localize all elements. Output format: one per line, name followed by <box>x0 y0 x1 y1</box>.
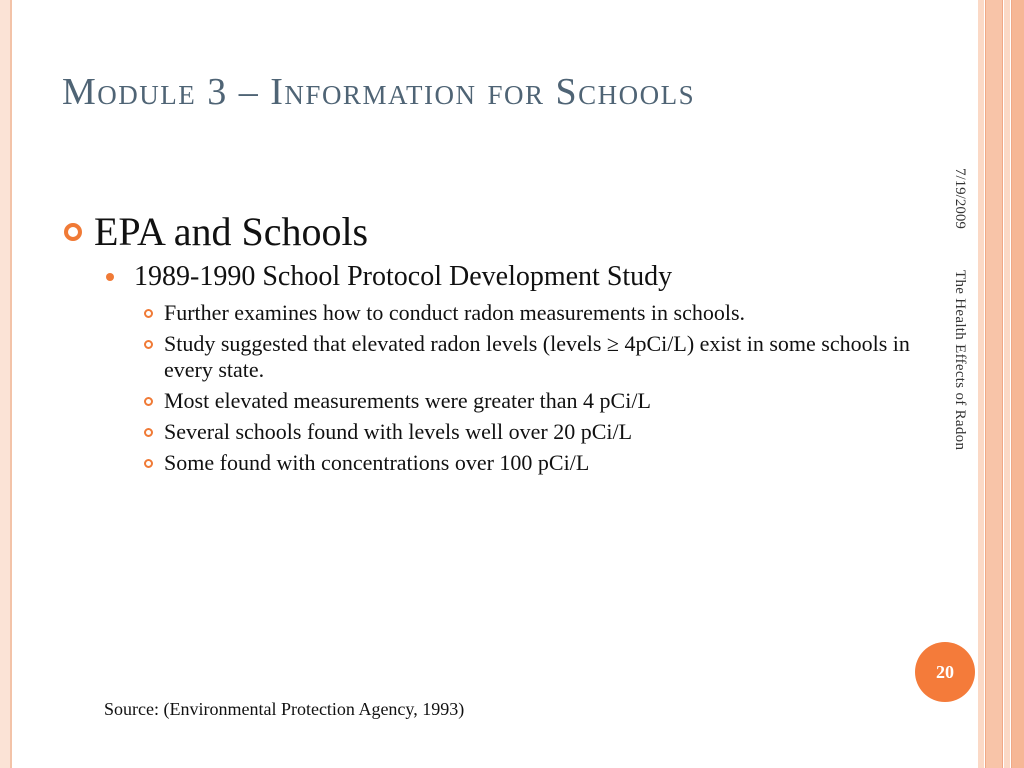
bullet-level3 <box>142 419 922 445</box>
bullet-level3-text: Some found with concentrations over 100 pCi/L <box>164 450 590 475</box>
slide-content <box>62 208 922 481</box>
right-stripe-4 <box>1012 0 1024 768</box>
bullet-level1 <box>62 208 922 256</box>
dot-bullet-icon <box>106 273 114 281</box>
right-stripe-2 <box>986 0 1002 768</box>
small-ring-bullet-icon <box>144 309 153 318</box>
bullet-level3 <box>142 450 922 476</box>
small-ring-bullet-icon <box>144 397 153 406</box>
page-number-badge: 20 <box>915 642 975 702</box>
bullet-level3 <box>142 388 922 414</box>
small-ring-bullet-icon <box>144 428 153 437</box>
bullet-level2 <box>104 260 922 294</box>
bullet-level3 <box>142 331 922 383</box>
small-ring-bullet-icon <box>144 459 153 468</box>
right-stripe-line <box>985 0 986 768</box>
ring-bullet-icon <box>64 223 82 241</box>
right-stripe-1 <box>978 0 984 768</box>
right-stripe-line <box>1002 0 1003 768</box>
slide-date: 7/19/2009 <box>952 168 968 229</box>
bullet-level3-text: Several schools found with levels well over 20 pCi/L <box>164 419 633 444</box>
bullet-level3-text: Study suggested that elevated radon levels (levels ≥ 4pCi/L) exist in some schools in every state. <box>164 331 910 382</box>
bullet-level3 <box>142 300 922 326</box>
right-stripe-3 <box>1004 0 1010 768</box>
bullet-level1-text: EPA and Schools <box>94 209 369 254</box>
slide-title: Module 3 – Information for Schools <box>62 71 696 113</box>
bullet-level3-text: Further examines how to conduct radon measurements in schools. <box>164 300 746 325</box>
left-border-frame <box>0 0 12 768</box>
bullet-level3-text: Most elevated measurements were greater than 4 pCi/L <box>164 388 651 413</box>
bullet-level2-text: 1989-1990 School Protocol Development Study <box>134 261 673 292</box>
small-ring-bullet-icon <box>144 340 153 349</box>
right-stripe-line <box>1011 0 1012 768</box>
source-citation: Source: (Environmental Protection Agency, 1993) <box>104 699 465 719</box>
slide-footer: The Health Effects of Radon <box>952 270 968 451</box>
